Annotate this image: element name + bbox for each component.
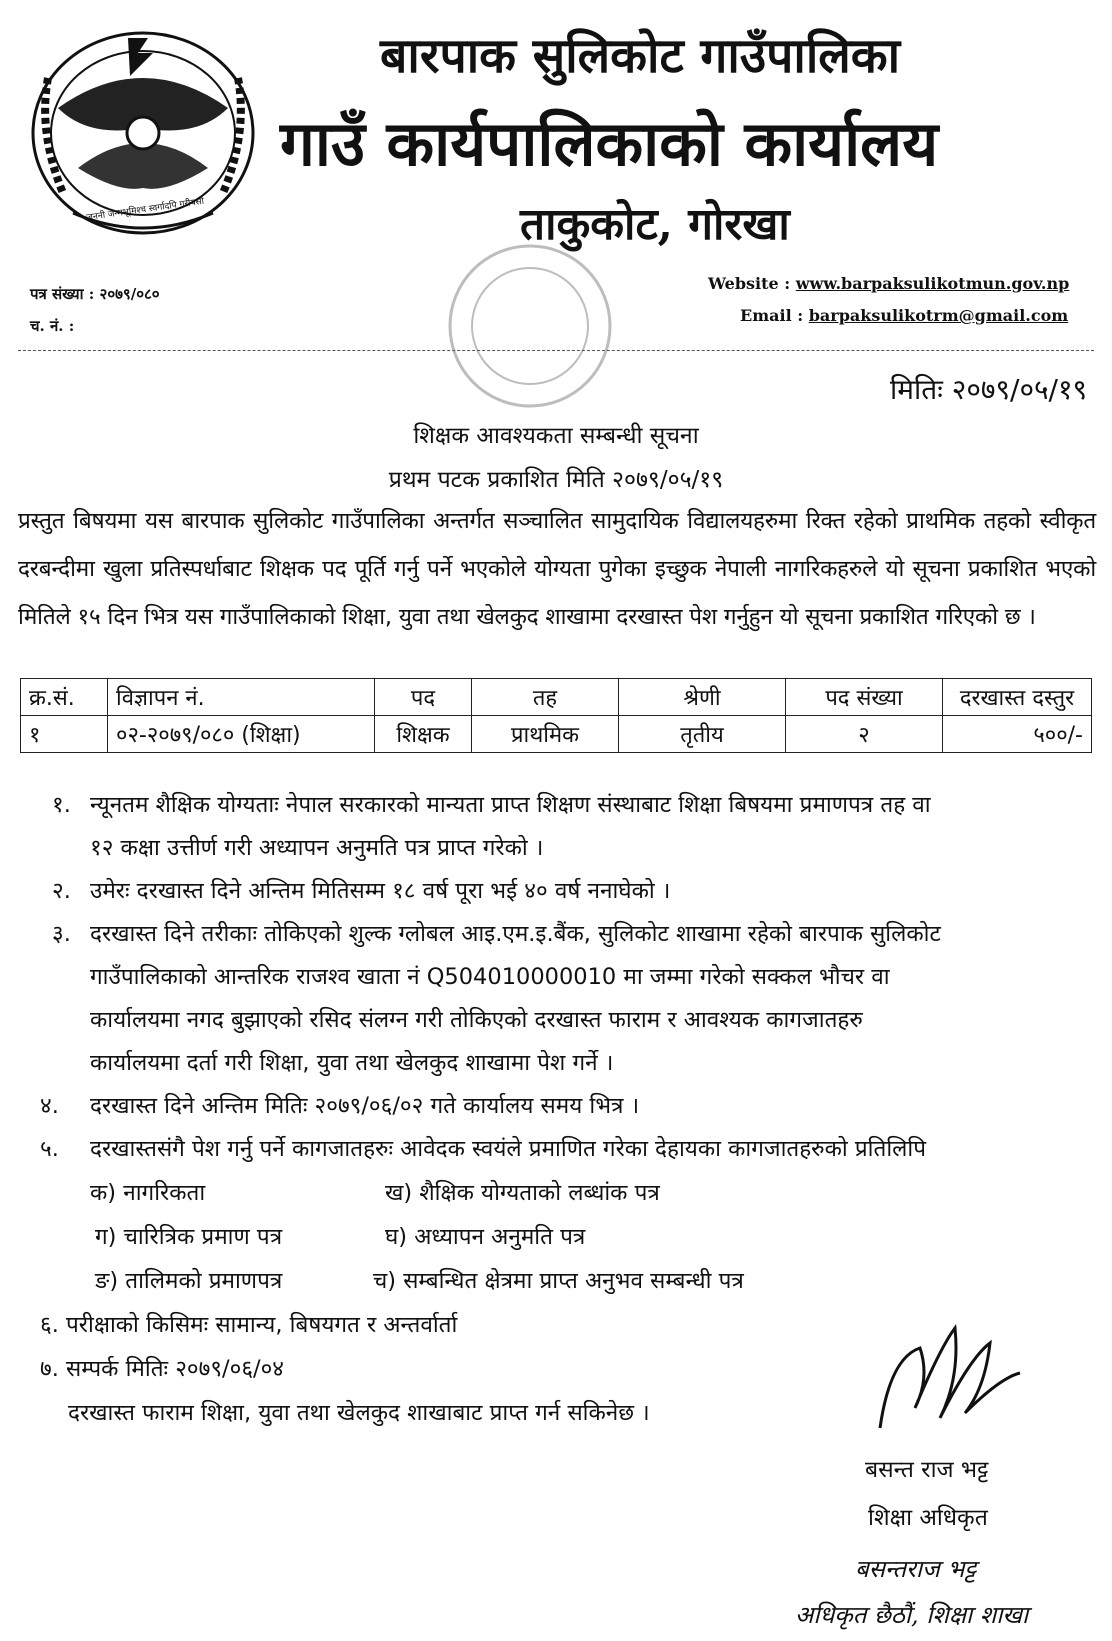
- req-2-line-1: उमेरः दरखास्त दिने अन्तिम मितिसम्म १८ वर्ष पूरा भई ४० वर्ष ननाघेको ।: [90, 878, 671, 904]
- notice-title: शिक्षक आवश्यकता सम्बन्धी सूचना: [413, 423, 699, 449]
- office-stamp-icon: [440, 236, 620, 416]
- col-header-level: तह: [472, 679, 619, 716]
- publication-date: प्रथम पटक प्रकाशित मिति २०७९/०५/१९: [388, 467, 724, 493]
- req-3-line-1: दरखास्त दिने तरीकाः तोकिएको शुल्क ग्लोबल आइ.एम.इ.बैंक, सुलिकोट शाखामा रहेको बारपाक सुलिकोट: [90, 921, 941, 947]
- req-7: ७. सम्पर्क मितिः २०७९/०६/०४: [40, 1356, 284, 1382]
- cell-grade: तृतीय: [619, 716, 786, 753]
- req-6: ६. परीक्षाको किसिमः सामान्य, बिषयगत र अन्तर्वार्ता: [40, 1312, 458, 1338]
- table-row: [21, 716, 1092, 753]
- notice-intro: प्रस्तुत बिषयमा यस बारपाक सुलिकोट गाउँपालिका अन्तर्गत सञ्चालित सामुदायिक विद्यालयहरुमा रिक्त रहेको प्राथमिक तहको स्वीकृत दरबन्दीमा खुला प्रतिस्पर्धाबाट शिक्षक पद पूर्ति गर्नु पर्ने भएकोले योग्यता पुगेका इच्छुक नेपाली नागरिकहरुले यो सूचना प्रकाशित भएको मितिले १५ दिन भित्र यस गाउँपालिकाको शिक्षा, युवा तथा खेलकुद शाखामा दरखास्त पेश गर्नुहुन यो सूचना प्रकाशित गरिएको छ ।: [18, 508, 1096, 630]
- table-header-row: [21, 679, 1092, 716]
- email: [740, 306, 1068, 325]
- header-divider: [18, 350, 1094, 351]
- vacancy-table: [20, 678, 1092, 753]
- req-1-number: १.: [52, 792, 71, 818]
- form-note: दरखास्त फाराम शिक्षा, युवा तथा खेलकुद शाखाबाट प्राप्त गर्न सकिनेछ ।: [68, 1400, 650, 1426]
- req-1-line-2: १२ कक्षा उत्तीर्ण गरी अध्यापन अनुमति पत्र प्राप्त गरेको ।: [90, 835, 544, 861]
- signatory-designation: शिक्षा अधिकृत: [868, 1505, 988, 1531]
- cell-serial: १: [21, 716, 108, 753]
- cell-post: शिक्षक: [375, 716, 472, 753]
- office-location: ताकुकोट, गोरखा: [520, 199, 790, 250]
- req-1-line-1: न्यूनतम शैक्षिक योग्यताः नेपाल सरकारको मान्यता प्राप्त शिक्षण संस्थाबाट शिक्षा बिषयमा प्रमाणपत्र तह वा: [90, 792, 931, 818]
- col-header-post-count: पद संख्या: [786, 679, 943, 716]
- req-3-line-2: गाउँपालिकाको आन्तरिक राजश्व खाता नं Q504010000010 मा जम्मा गरेको सक्कल भौचर वा: [90, 964, 890, 990]
- doc-teaching-license: घ) अध्यापन अनुमति पत्र: [385, 1224, 586, 1250]
- letter-number-label: पत्र संख्या :: [30, 285, 95, 303]
- req-2-number: २.: [52, 878, 71, 904]
- email-label: Email :: [740, 306, 804, 325]
- letter-number-value: २०७९/०८०: [99, 285, 160, 303]
- website: [708, 274, 1069, 293]
- col-header-serial: क्र.सं.: [21, 679, 108, 716]
- req-3-line-3: कार्यालयमा नगद बुझाएको रसिद संलग्न गरी तोकिएको दरखास्त फाराम र आवश्यक कागजातहरु: [90, 1007, 863, 1033]
- doc-character-certificate: ग) चारित्रिक प्रमाण पत्र: [95, 1224, 283, 1250]
- office-subtitle: गाउँ कार्यपालिकाको कार्यालय: [280, 107, 939, 180]
- doc-citizenship: क) नागरिकता: [90, 1180, 206, 1206]
- col-header-fee: दरखास्त दस्तुर: [943, 679, 1092, 716]
- signature-mark: [860, 1318, 1030, 1448]
- dispatch-number-label: च. नं. :: [30, 317, 75, 335]
- req-3-line-4: कार्यालयमा दर्ता गरी शिक्षा, युवा तथा खेलकुद शाखामा पेश गर्ने ।: [90, 1050, 614, 1076]
- stamp-name: बसन्तराज भट्ट: [855, 1555, 977, 1583]
- letter-number: [30, 284, 160, 304]
- cell-fee: ५००/-: [943, 716, 1092, 753]
- notice-date: मितिः २०७९/०५/१९: [890, 373, 1088, 406]
- req-3-number: ३.: [52, 921, 71, 947]
- website-label: Website :: [708, 274, 791, 293]
- col-header-ad-number: विज्ञापन नं.: [108, 679, 375, 716]
- signatory-name: बसन्त राज भट्ट: [865, 1457, 989, 1483]
- doc-training-certificate: ङ) तालिमको प्रमाणपत्र: [95, 1268, 283, 1294]
- req-4-line-1: दरखास्त दिने अन्तिम मितिः २०७९/०६/०२ गते कार्यालय समय भित्र ।: [90, 1093, 640, 1119]
- col-header-grade: श्रेणी: [619, 679, 786, 716]
- doc-experience-letter: च) सम्बन्धित क्षेत्रमा प्राप्त अनुभव सम्बन्धी पत्र: [373, 1268, 744, 1294]
- email-link[interactable]: barpaksulikotrm@gmail.com: [808, 306, 1069, 325]
- website-link[interactable]: www.barpaksulikotmun.gov.np: [795, 274, 1070, 293]
- req-5-line-1: दरखास्तसंगै पेश गर्नु पर्ने कागजातहरुः आवेदक स्वयंले प्रमाणित गरेका देहायका कागजातहरुको प्रतिलिपि: [90, 1136, 927, 1162]
- stamp-note: अधिकृत छैठौं, शिक्षा शाखा: [795, 1601, 1029, 1629]
- cell-post-count: २: [786, 716, 943, 753]
- doc-marksheet: ख) शैक्षिक योग्यताको लब्धांक पत्र: [385, 1180, 660, 1206]
- office-name: बारपाक सुलिकोट गाउँपालिका: [380, 28, 901, 84]
- dispatch-number: [30, 316, 74, 336]
- cell-level: प्राथमिक: [472, 716, 619, 753]
- cell-ad-number: ०२-२०७९/०८० (शिक्षा): [108, 716, 375, 753]
- col-header-post: पद: [375, 679, 472, 716]
- req-5-number: ५.: [40, 1136, 59, 1162]
- req-4-number: ४.: [40, 1093, 59, 1119]
- emblem-motto: जननी जन्मभूमिश्च स्वर्गादपि गरीयसी: [85, 196, 205, 224]
